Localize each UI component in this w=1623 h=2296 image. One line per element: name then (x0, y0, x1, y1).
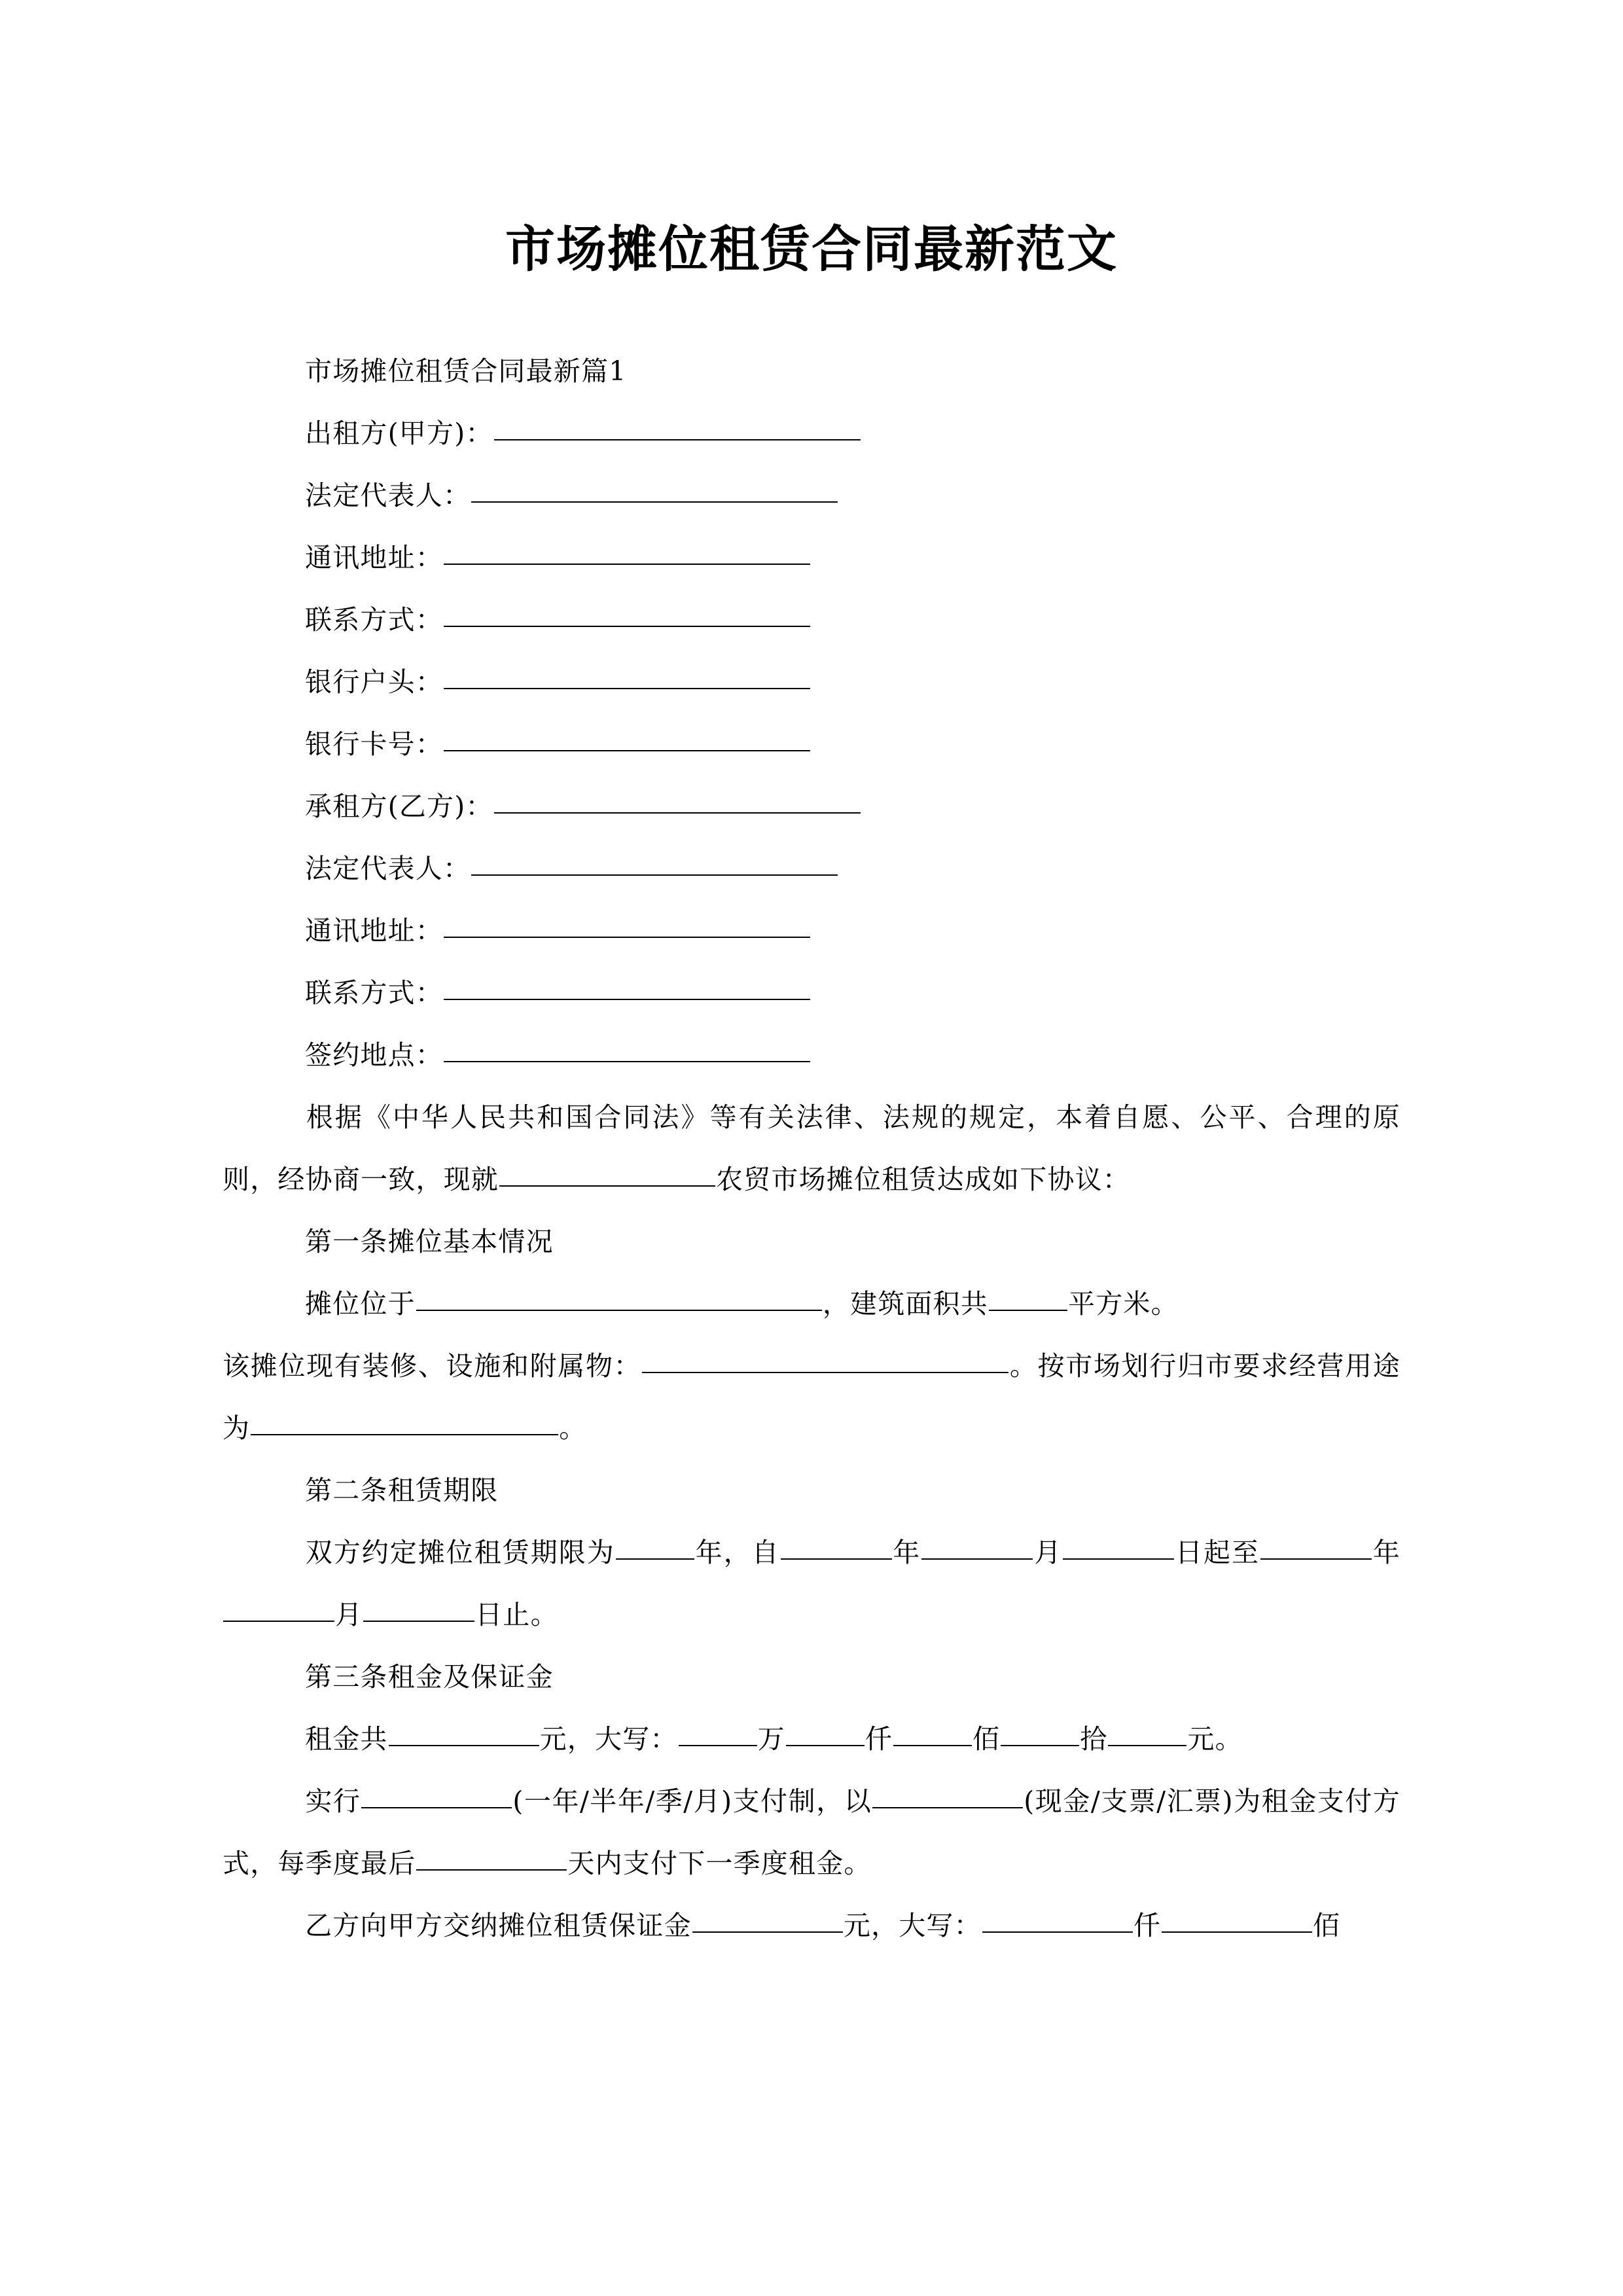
fill-blank[interactable] (982, 1909, 1133, 1933)
clause3-text-3a: 乙方向甲方交纳摊位租赁保证金 (305, 1910, 692, 1941)
field-lessor-bank-account (223, 651, 1400, 713)
clause3-text-3c: 仟 (1133, 1910, 1162, 1941)
clause3-text-2a: 实行 (305, 1785, 361, 1817)
field-label: 法定代表人： (305, 853, 471, 884)
field-label: 联系方式： (305, 977, 443, 1009)
clause3-text-d: 仟 (865, 1723, 893, 1755)
clause3-paragraph-1 (223, 1708, 1400, 1770)
field-label: 通讯地址： (305, 915, 443, 946)
field-lessee-address (223, 900, 1400, 962)
field-lessor-legal-rep (223, 465, 1400, 527)
clause3-text-e: 佰 (972, 1723, 1001, 1755)
field-lessor-bank-card (223, 713, 1400, 776)
field-label: 通讯地址： (305, 542, 443, 573)
fill-blank[interactable] (471, 479, 838, 503)
fill-blank[interactable] (444, 728, 810, 751)
clause1-text-a: 摊位位于 (305, 1288, 416, 1319)
field-label: 联系方式： (305, 604, 443, 636)
subtitle-line (223, 340, 1400, 403)
field-label: 签约地点： (305, 1039, 443, 1071)
fill-blank[interactable] (893, 1723, 972, 1746)
clause3-text-2d: 天内支付下一季度租金。 (567, 1848, 872, 1879)
clause2-text-b: 年，自 (694, 1537, 780, 1568)
clause2-heading (223, 1460, 1400, 1522)
fill-blank[interactable] (363, 1598, 474, 1622)
field-label: 银行卡号： (305, 728, 443, 760)
fill-blank[interactable] (444, 914, 810, 938)
field-lessee-legal-rep (223, 838, 1400, 900)
preamble-paragraph (223, 1086, 1400, 1211)
clause3-text-b: 元，大写： (539, 1723, 678, 1755)
fill-blank[interactable] (786, 1723, 865, 1746)
clause1-paragraph-1 (223, 1273, 1400, 1335)
field-label: 法定代表人： (305, 480, 471, 511)
field-sign-place (223, 1024, 1400, 1086)
clause3-text-a: 租金共 (305, 1723, 388, 1755)
clause3-text-c: 万 (757, 1723, 785, 1755)
fill-blank[interactable] (361, 1785, 512, 1808)
fill-blank[interactable] (389, 1723, 539, 1746)
clause1-text-2c: 。 (559, 1412, 587, 1444)
fill-blank[interactable] (471, 852, 838, 876)
clause2-text-a: 双方约定摊位租赁期限为 (305, 1537, 615, 1568)
fill-blank[interactable] (223, 1598, 334, 1622)
fill-blank[interactable] (921, 1536, 1033, 1560)
field-lessor (223, 403, 1400, 465)
clause3-paragraph-3 (223, 1895, 1400, 1957)
field-label: 承租方(乙方)： (305, 791, 493, 822)
clause3-text-f: 拾 (1080, 1723, 1108, 1755)
fill-blank[interactable] (616, 1536, 694, 1560)
clause1-text-c: 平方米。 (1068, 1288, 1179, 1319)
fill-blank[interactable] (872, 1785, 1023, 1808)
fill-blank[interactable] (494, 790, 861, 814)
fill-blank[interactable] (416, 1287, 822, 1311)
clause-heading-text: 第二条租赁期限 (305, 1475, 499, 1506)
clause2-text-f: 年 (1372, 1537, 1401, 1568)
clause1-text-b: ，建筑面积共 (822, 1288, 989, 1319)
fill-blank[interactable] (1260, 1536, 1372, 1560)
field-label: 银行户头： (305, 666, 443, 698)
field-lessor-contact (223, 589, 1400, 651)
fill-blank[interactable] (1162, 1909, 1312, 1933)
fill-blank[interactable] (1001, 1723, 1079, 1746)
clause1-paragraph-2 (223, 1335, 1400, 1460)
fill-blank[interactable] (781, 1536, 892, 1560)
fill-blank[interactable] (444, 603, 810, 627)
fill-blank[interactable] (251, 1412, 558, 1435)
page-title: 市场摊位租赁合同最新范文 (505, 219, 1118, 278)
preamble-text-part1: 根据《中华人民共和国合同法》等有关法律、法规的规定，本着自愿、公平、合理的原则，经协商一致，现就 (223, 1102, 1400, 1195)
fill-blank[interactable] (642, 1350, 1008, 1373)
fill-blank[interactable] (692, 1909, 843, 1933)
preamble-text-part2: 农贸市场摊位租赁达成如下协议： (716, 1164, 1130, 1195)
fill-blank[interactable] (416, 1847, 567, 1871)
fill-blank[interactable] (444, 666, 810, 689)
fill-blank[interactable] (444, 977, 810, 1000)
document-body (223, 340, 1400, 1957)
clause2-text-c: 年 (892, 1537, 921, 1568)
clause3-text-g: 元。 (1187, 1723, 1243, 1755)
clause3-text-2c: (现金/支票/汇票)为租金支付方式，每季度最后 (223, 1785, 1400, 1879)
fill-blank[interactable] (444, 1039, 810, 1062)
clause3-text-3d: 佰 (1313, 1910, 1341, 1941)
clause3-paragraph-2 (223, 1770, 1400, 1895)
clause2-text-d: 月 (1033, 1537, 1063, 1568)
fill-blank[interactable] (1063, 1536, 1174, 1560)
clause3-heading (223, 1646, 1400, 1708)
subtitle-text: 市场摊位租赁合同最新篇1 (305, 355, 627, 387)
clause2-text-g: 月 (335, 1599, 363, 1630)
fill-blank[interactable] (989, 1287, 1067, 1311)
clause2-text-e: 日起至 (1175, 1537, 1260, 1568)
field-lessor-address (223, 527, 1400, 589)
clause-heading-text: 第三条租金及保证金 (305, 1661, 554, 1693)
field-label: 出租方(甲方)： (305, 418, 493, 449)
clause2-paragraph-1 (223, 1522, 1400, 1646)
field-lessee (223, 776, 1400, 838)
fill-blank[interactable] (679, 1723, 757, 1746)
clause1-text-2b: 。按市场划行归市要求经营用途为 (223, 1350, 1400, 1444)
clause1-heading (223, 1211, 1400, 1273)
clause3-text-3b: 元，大写： (843, 1910, 982, 1941)
field-lessee-contact (223, 962, 1400, 1024)
fill-blank[interactable] (444, 541, 810, 565)
fill-blank[interactable] (499, 1163, 715, 1187)
clause1-text-2a: 该摊位现有装修、设施和附属物： (223, 1350, 642, 1382)
fill-blank[interactable] (1108, 1723, 1186, 1746)
clause2-text-h: 日止。 (475, 1599, 558, 1630)
clause3-text-2b: (一年/半年/季/月)支付制，以 (512, 1785, 872, 1817)
fill-blank[interactable] (494, 417, 861, 440)
clause-heading-text: 第一条摊位基本情况 (305, 1226, 554, 1257)
